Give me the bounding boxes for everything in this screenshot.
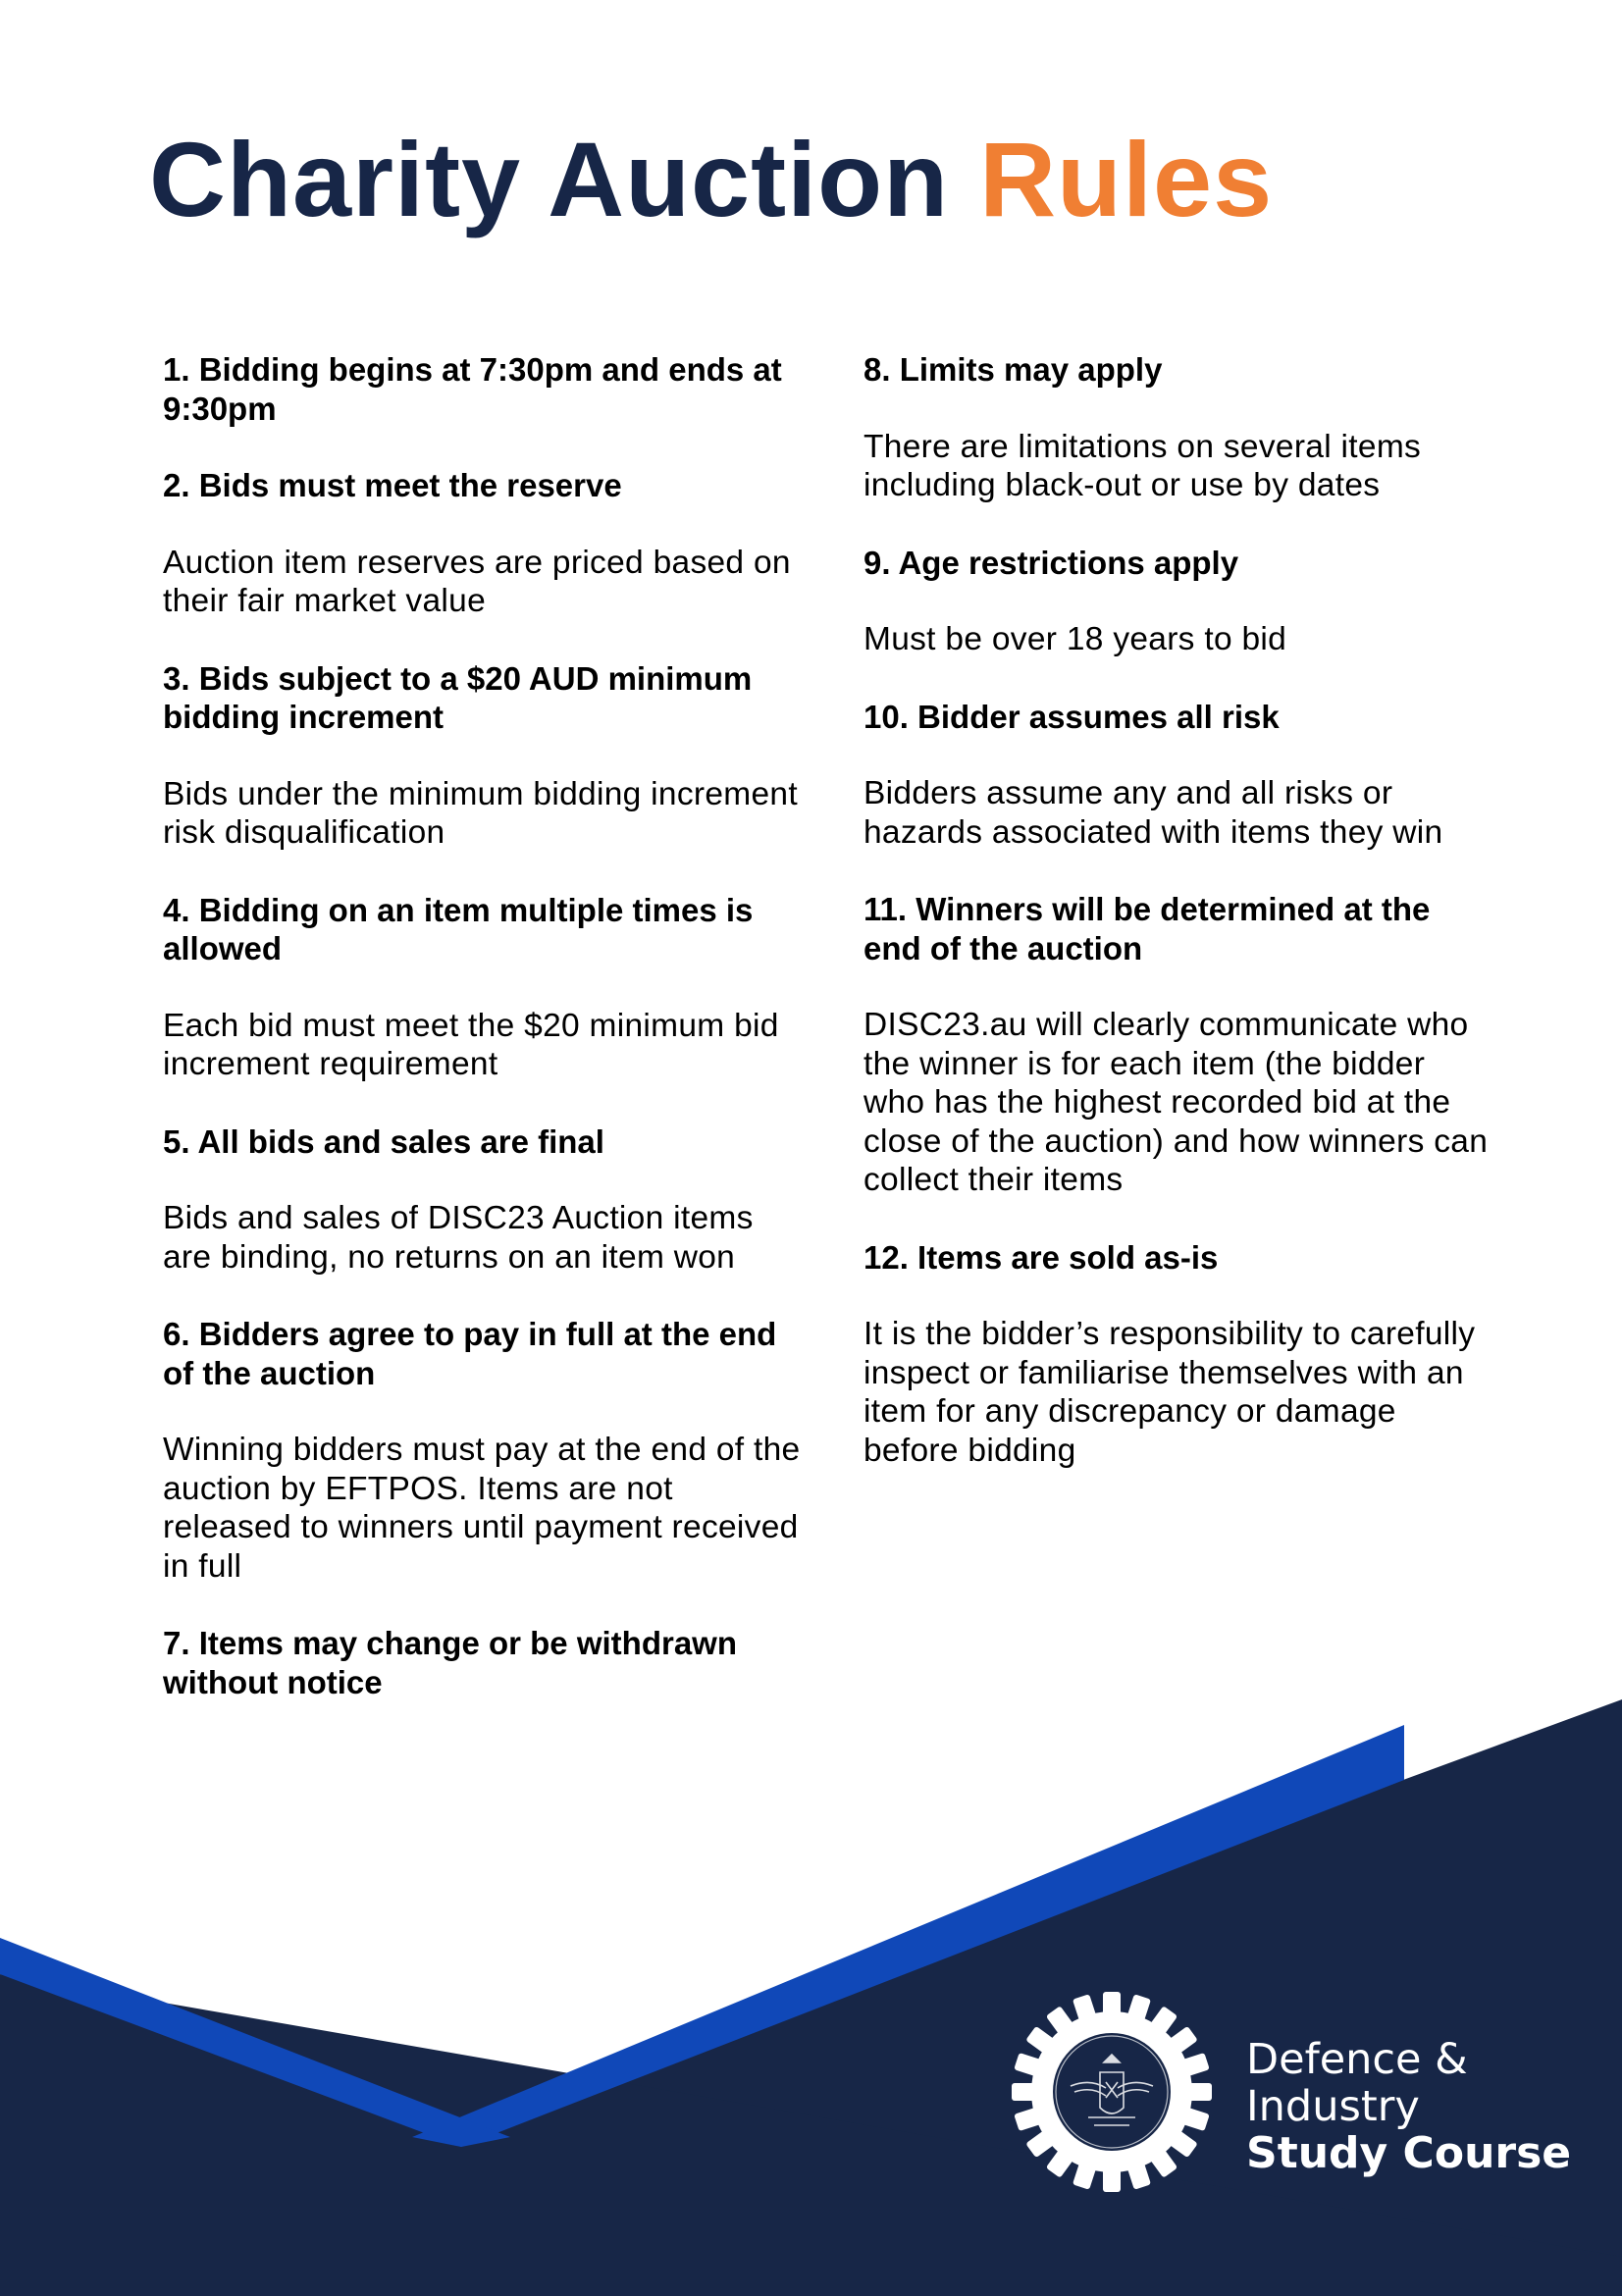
brand-line-3: Study Course (1246, 2128, 1572, 2178)
rule-heading: 7. Items may change or be withdrawn without notice (163, 1625, 737, 1700)
rule-body: It is the bidder’s responsibility to carefully inspect or familiarise themselves with an item for any discrepancy or damage before bidding (863, 1316, 1476, 1469)
rule-heading: 2. Bids must meet the reserve (163, 467, 622, 503)
brand-line-2: Industry (1246, 2082, 1420, 2131)
rule-body: Bids and sales of DISC23 Auction items are binding, no returns on an item won (163, 1200, 754, 1276)
rule-body: Bids under the minimum bidding increment risk disqualification (163, 775, 798, 851)
rule-item (163, 466, 801, 621)
rule-item (163, 659, 801, 853)
rule-item (163, 350, 801, 428)
rule-item (863, 698, 1491, 853)
rule-item (863, 890, 1491, 1200)
rule-item (163, 1122, 801, 1278)
rule-heading: 10. Bidder assumes all risk (863, 698, 1280, 735)
rule-heading: 12. Items are sold as-is (863, 1238, 1219, 1276)
rule-body: Winning bidders must pay at the end of the auction by EFTPOS. Items are not released to winners until payment received in full (163, 1432, 801, 1585)
rule-body: Bidders assume any and all risks or hazards associated with items they win (863, 775, 1443, 851)
rules-column-right (863, 350, 1491, 1508)
rule-heading: 11. Winners will be determined at the end of the auction (863, 891, 1431, 966)
rule-body: There are limitations on several items including black-out or use by dates (863, 428, 1422, 503)
brand-wordmark (1246, 2036, 1571, 2177)
rules-column-left (163, 350, 801, 1740)
page-title (149, 116, 1273, 243)
rule-heading: 9. Age restrictions apply (863, 544, 1239, 581)
rule-heading: 8. Limits may apply (863, 351, 1163, 388)
rule-item (863, 544, 1491, 659)
rule-item (163, 1315, 801, 1586)
rule-heading: 4. Bidding on an item multiple times is allowed (163, 891, 754, 966)
rule-heading: 3. Bids subject to a $20 AUD minimum bidding increment (163, 659, 753, 735)
rule-body: Must be over 18 years to bid (863, 621, 1287, 657)
title-accent: Rules (979, 120, 1274, 238)
brand-line-1: Defence & (1246, 2035, 1468, 2084)
rule-item (163, 1624, 801, 1701)
rule-heading: 6. Bidders agree to pay in full at the end of the auction (163, 1316, 777, 1391)
rule-item (163, 891, 801, 1084)
rule-item (863, 1238, 1491, 1471)
gear-crest-icon (1009, 1989, 1215, 2195)
rule-item (863, 350, 1491, 505)
rule-body: Each bid must meet the $20 minimum bid increment requirement (163, 1007, 779, 1082)
rule-body: Auction item reserves are priced based on their fair market value (163, 544, 791, 619)
title-main: Charity Auction (149, 120, 950, 238)
rule-heading: 1. Bidding begins at 7:30pm and ends at 9:30pm (163, 351, 782, 427)
rule-heading: 5. All bids and sales are final (163, 1122, 604, 1160)
rule-body: DISC23.au will clearly communicate who the winner is for each item (the bidder who has the highest recorded bid at the close of the auction) and how winners can collect their items (863, 1007, 1489, 1198)
